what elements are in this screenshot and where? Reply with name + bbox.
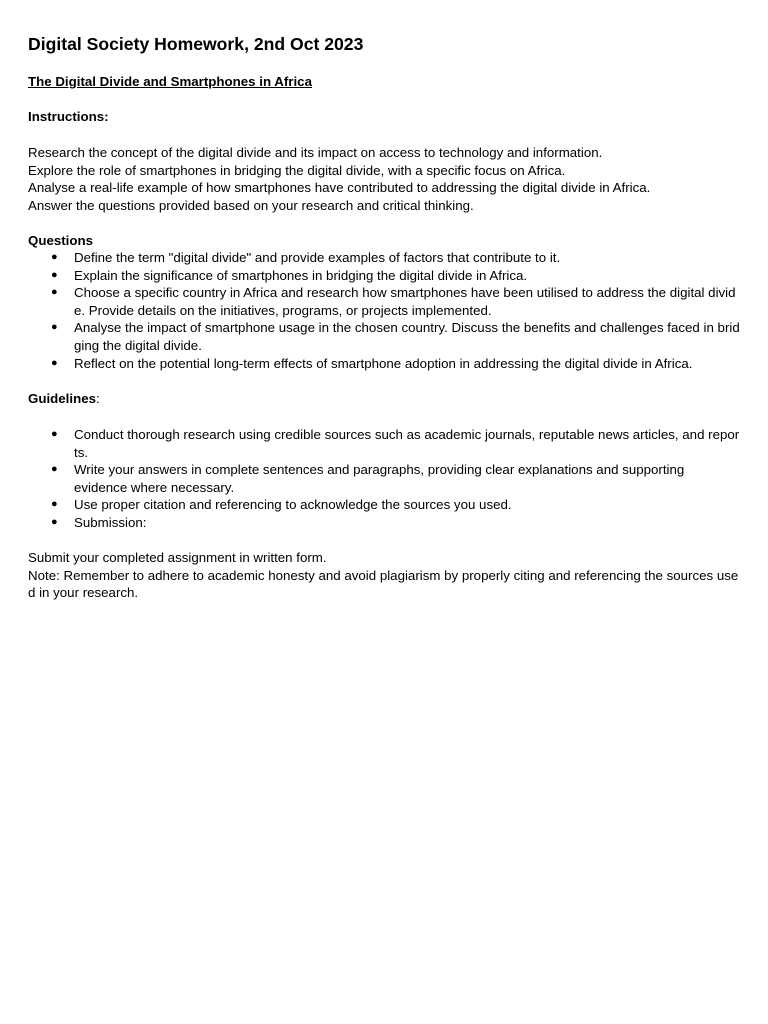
document-subtitle: The Digital Divide and Smartphones in Africa: [28, 74, 312, 89]
instruction-line: Explore the role of smartphones in bridging the digital divide, with a specific focus on Africa.: [28, 162, 566, 178]
instructions-heading: Instructions:: [28, 109, 109, 124]
bullet-icon: ●: [51, 356, 58, 369]
instructions-section: [28, 144, 650, 214]
note-text: Note: Remember to adhere to academic honesty and avoid plagiarism by properly citing and referencing the sources used in your research.: [28, 567, 739, 601]
submission-section: [28, 549, 740, 602]
question-item: [28, 267, 740, 285]
question-text: Analyse the impact of smartphone usage in the chosen country. Discuss the benefits and challenges faced in bridging the digital divide.: [74, 320, 740, 353]
guideline-text: Use proper citation and referencing to acknowledge the sources you used.: [74, 497, 512, 513]
bullet-icon: ●: [51, 286, 58, 299]
question-item: [28, 319, 740, 354]
instruction-line: Analyse a real-life example of how smartphones have contributed to addressing the digital divide in Africa.: [28, 180, 651, 196]
question-text: Reflect on the potential long-term effects of smartphone adoption in addressing the digital divide in Africa.: [74, 355, 693, 371]
guidelines-list: [28, 426, 740, 532]
guideline-text: Write your answers in complete sentences and paragraphs, providing clear explanations and supporting evidence where necessary.: [74, 462, 685, 495]
submission-text: Submit your completed assignment in written form.: [28, 550, 327, 565]
bullet-icon: ●: [51, 268, 58, 281]
bullet-icon: ●: [51, 251, 58, 263]
guidelines-heading: [28, 390, 100, 408]
question-text: Define the term "digital divide" and provide examples of factors that contribute to it.: [74, 250, 561, 265]
question-item: [28, 249, 740, 267]
questions-heading: Questions: [28, 233, 94, 248]
question-text: Choose a specific country in Africa and research how smartphones have been utilised to address the digital divide. Provide details on the initiatives, programs, or projects implemented.: [74, 285, 736, 318]
question-text: Explain the significance of smartphones in bridging the digital divide in Africa.: [74, 267, 528, 283]
bullet-icon: ●: [51, 515, 58, 528]
question-item: [28, 355, 740, 373]
bullet-icon: ●: [51, 321, 58, 334]
guidelines-heading-label: Guidelines: [28, 391, 96, 406]
instruction-line: Answer the questions provided based on your research and critical thinking.: [28, 197, 474, 213]
bullet-icon: ●: [51, 428, 58, 440]
question-item: [28, 284, 740, 319]
bullet-icon: ●: [51, 498, 58, 511]
guideline-item: [28, 514, 740, 532]
document-title: Digital Society Homework, 2nd Oct 2023: [28, 34, 364, 54]
guideline-item: [28, 496, 740, 514]
guidelines-heading-colon: :: [95, 391, 100, 406]
guideline-text: Submission:: [74, 514, 147, 530]
bullet-icon: ●: [51, 463, 58, 476]
guideline-text: Conduct thorough research using credible sources such as academic journals, reputable news articles, and reports.: [74, 427, 740, 460]
guideline-item: [28, 461, 740, 496]
instruction-line: Research the concept of the digital divide and its impact on access to technology and information.: [28, 145, 603, 160]
guideline-item: [28, 426, 740, 461]
questions-list: [28, 249, 740, 372]
